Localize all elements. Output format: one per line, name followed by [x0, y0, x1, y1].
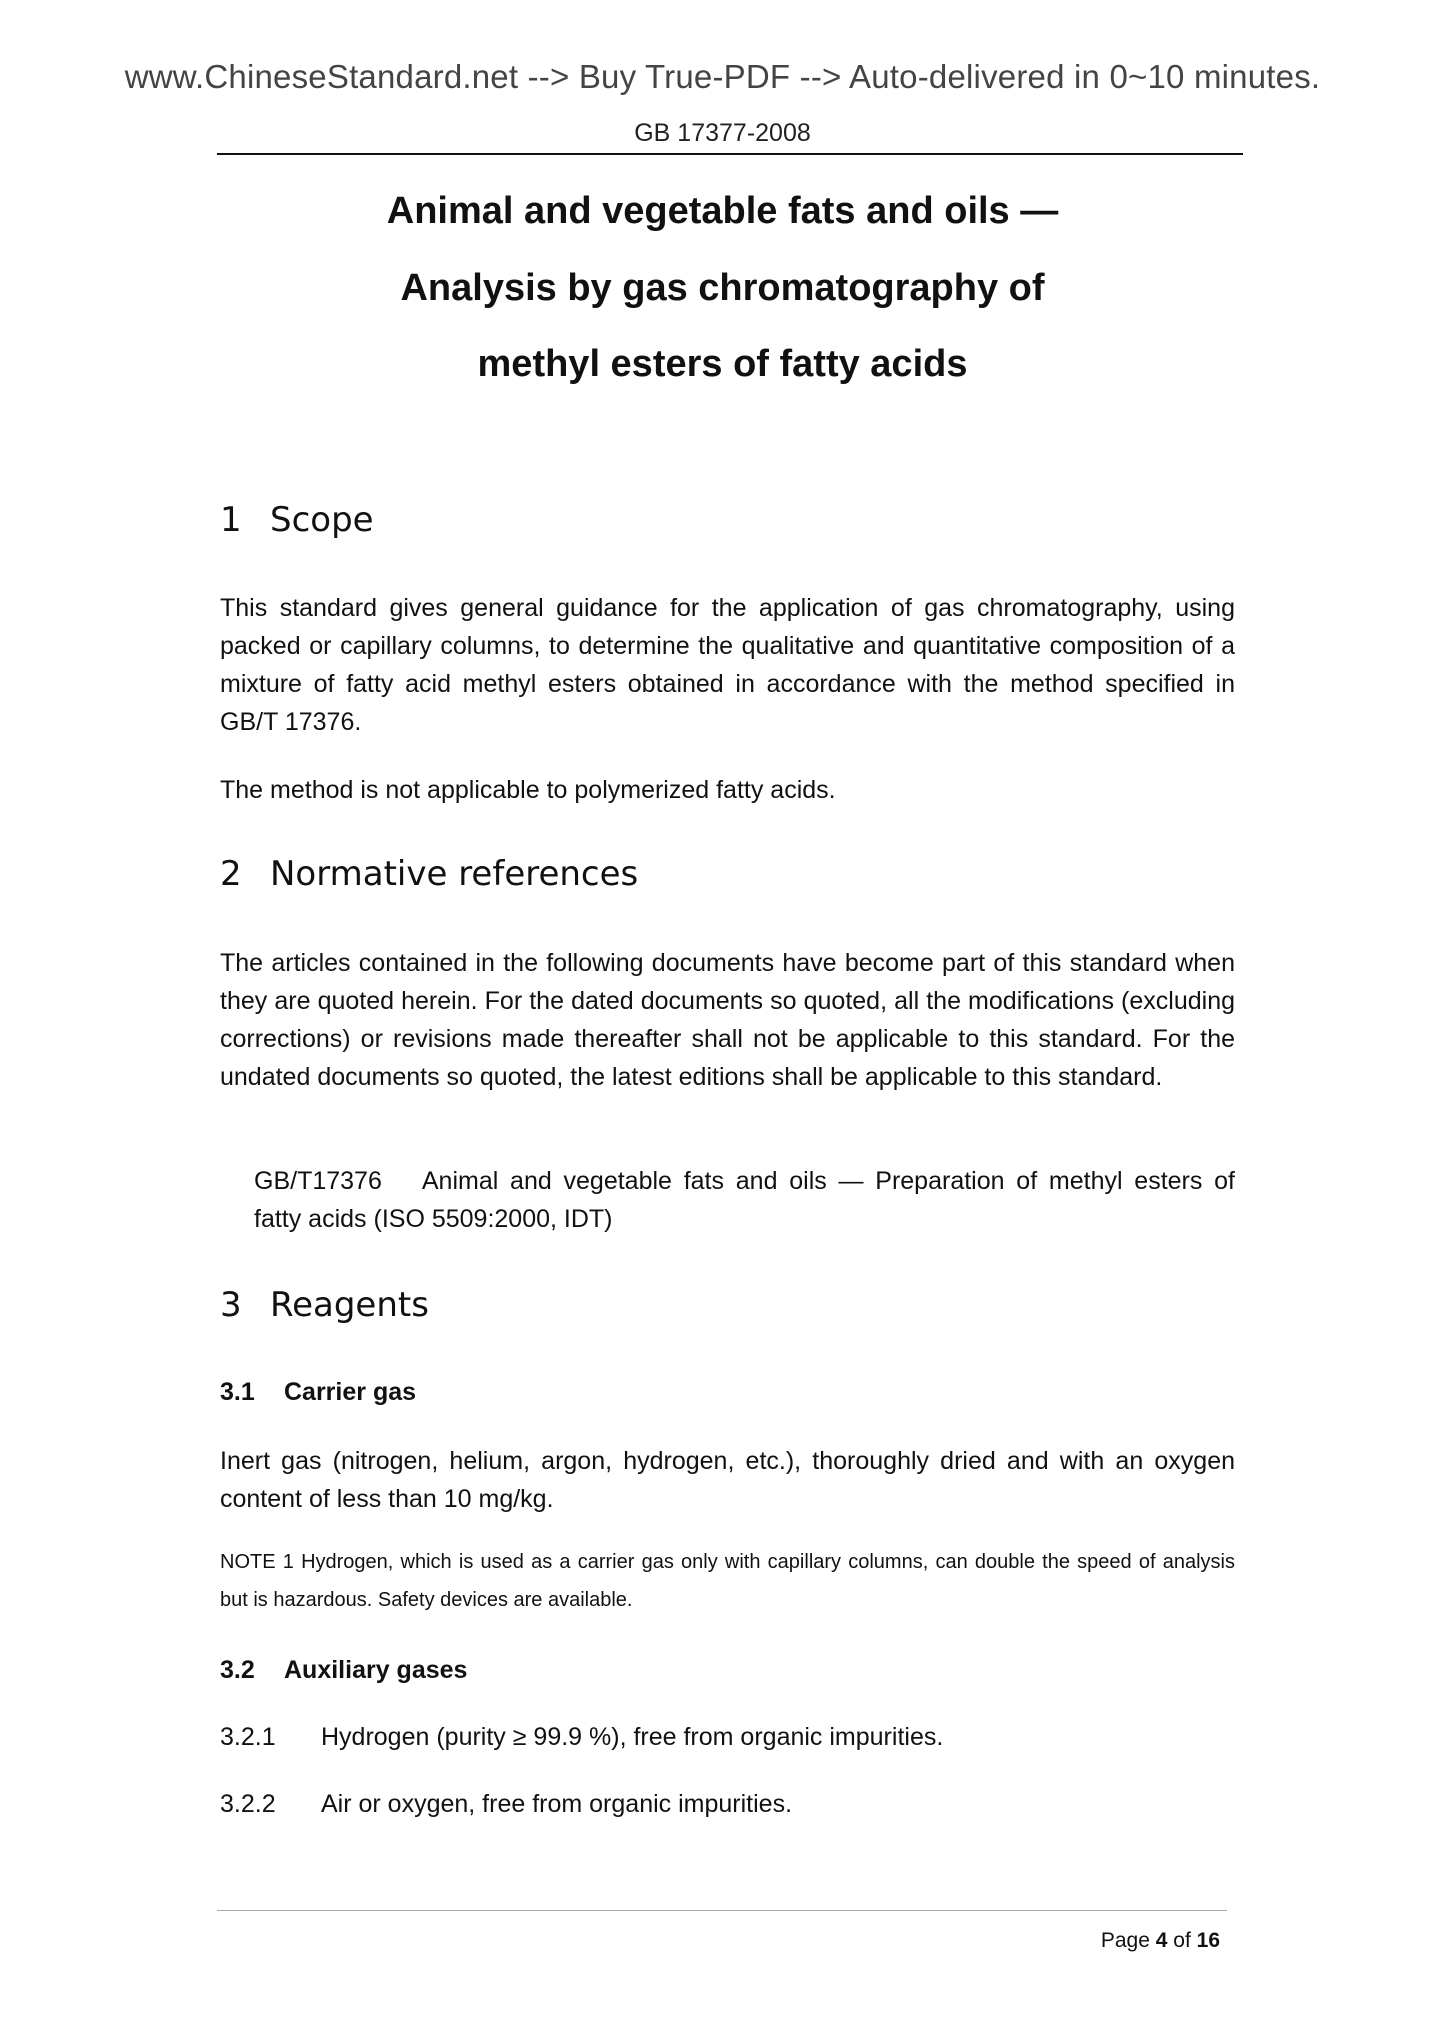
item-number: 3.2.2	[220, 1790, 276, 1818]
scope-limitation-paragraph: The method is not applicable to polymerized fatty acids.	[220, 776, 836, 804]
section-number: 2	[220, 854, 242, 894]
list-item	[220, 1723, 943, 1752]
reference-code: GB/T17376	[254, 1167, 382, 1195]
item-text: Air or oxygen, free from organic impurities.	[321, 1790, 793, 1818]
header-divider	[217, 153, 1243, 155]
normative-paragraph: The articles contained in the following documents have become part of this standard when they are quoted herein. For the dated documents so quoted, all the modifications (excluding corrections) or revisions made thereafter shall not be applicable to this standard. For the undated documents so quoted, the latest editions shall be applicable to this standard.	[220, 949, 1235, 1091]
list-item	[220, 1790, 792, 1819]
section-heading-reagents	[220, 1285, 429, 1325]
section-title: Scope	[270, 500, 374, 540]
subsection-title: Auxiliary gases	[284, 1656, 468, 1684]
reference-title: Animal and vegetable fats and oils — Preparation of methyl esters of fatty acids (ISO 5509:2000, IDT)	[254, 1167, 1235, 1233]
page-number	[1101, 1929, 1220, 1953]
page-of-label: of	[1173, 1929, 1191, 1952]
scope-paragraph: This standard gives general guidance for the application of gas chromatography, using packed or capillary columns, to determine the qualitative and quantitative composition of a mixture of fatty acid methyl esters obtained in accordance with the method specified in GB/T 17376.	[220, 594, 1235, 736]
carrier-gas-paragraph: Inert gas (nitrogen, helium, argon, hydrogen, etc.), thoroughly dried and with an oxygen content of less than 10 mg/kg.	[220, 1447, 1235, 1513]
current-page: 4	[1155, 1929, 1168, 1952]
section-heading-scope	[220, 500, 374, 540]
document-title-line-3: methyl esters of fatty acids	[477, 343, 968, 385]
document-title-line-2: Analysis by gas chromatography of	[400, 267, 1045, 309]
item-text: Hydrogen (purity ≥ 99.9 %), free from organic impurities.	[321, 1723, 944, 1751]
standard-code-header: GB 17377-2008	[634, 119, 811, 147]
normative-reference-entry	[254, 1162, 1235, 1238]
subsection-heading-carrier-gas	[220, 1378, 416, 1407]
page-label: Page	[1100, 1929, 1150, 1952]
section-number: 3	[220, 1285, 242, 1325]
item-number: 3.2.1	[220, 1723, 276, 1751]
section-number: 1	[220, 500, 242, 540]
source-banner[interactable]: www.ChineseStandard.net --> Buy True-PDF --> Auto-delivered in 0~10 minutes.	[124, 58, 1321, 95]
total-pages: 16	[1196, 1929, 1220, 1952]
document-title-line-1: Animal and vegetable fats and oils —	[386, 190, 1059, 232]
subsection-number: 3.1	[220, 1378, 255, 1406]
section-title: Reagents	[270, 1285, 429, 1325]
section-heading-normative-references	[220, 854, 638, 894]
subsection-number: 3.2	[220, 1656, 255, 1684]
section-title: Normative references	[270, 854, 639, 894]
footer-divider	[217, 1910, 1227, 1911]
note-1: NOTE 1 Hydrogen, which is used as a carrier gas only with capillary columns, can double the speed of analysis but is hazardous. Safety devices are available.	[220, 1551, 1235, 1611]
subsection-heading-auxiliary-gases	[220, 1656, 467, 1685]
subsection-title: Carrier gas	[284, 1378, 417, 1406]
